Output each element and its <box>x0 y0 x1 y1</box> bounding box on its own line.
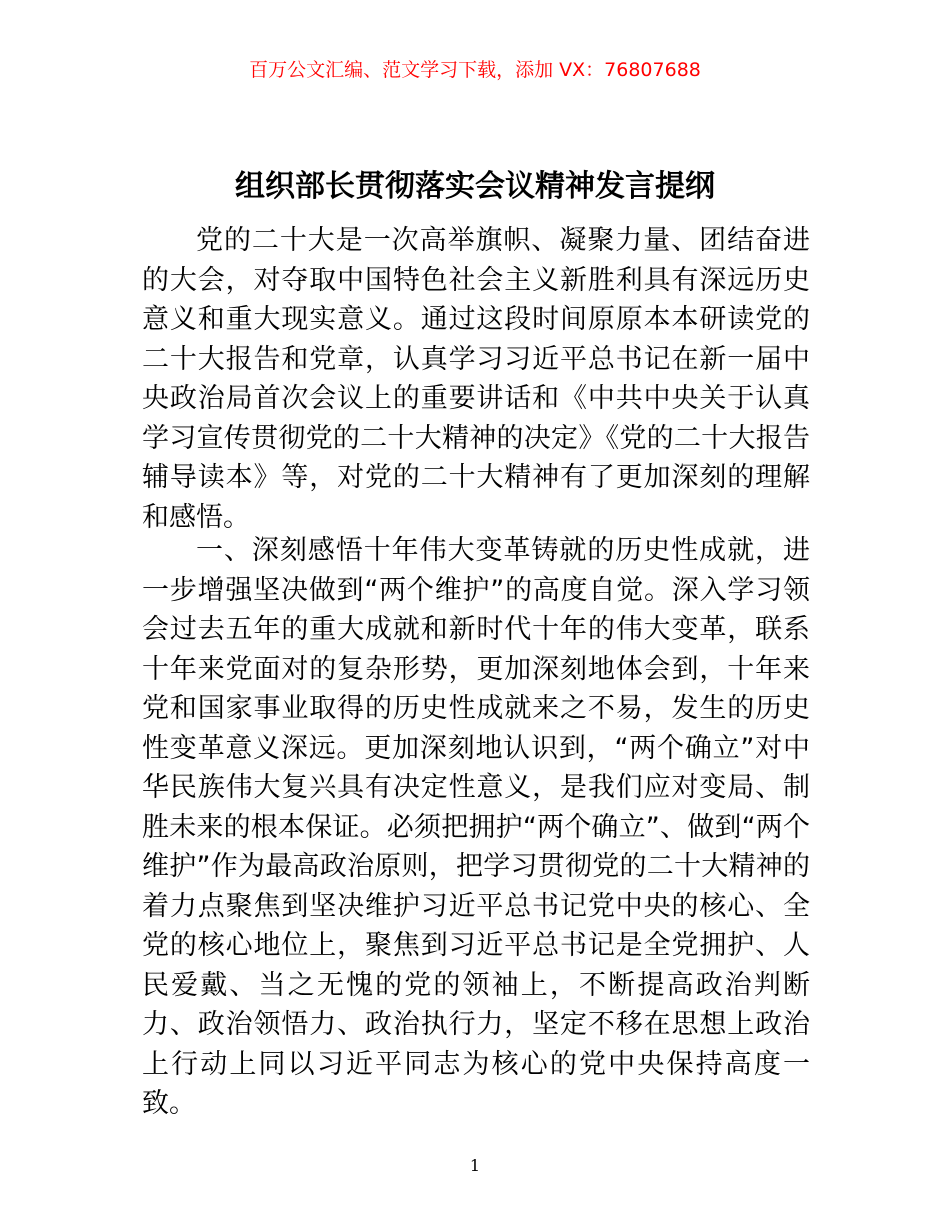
body-paragraph-section-one: 一、深刻感悟十年伟大变革铸就的历史性成就，进一步增强坚决做到“两个维护”的高度自觉。深入学习领会过去五年的重大成就和新时代十年的伟大变革，联系十年来党面对的复杂形势，更加深刻地体会到，十年来党和国家事业取得的历史性成就来之不易，发生的历史性变革意义深远。更加深刻地认识到，“两个确立”对中华民族伟大复兴具有决定性意义，是我们应对变局、制胜未来的根本保证。必须把拥护“两个确立”、做到“两个维护”作为最高政治原则，把学习贯彻党的二十大精神的着力点聚焦到坚决维护习近平总书记党中央的核心、全党的核心地位上，聚焦到习近平总书记是全党拥护、人民爱戴、当之无愧的党的领袖上，不断提高政治判断力、政治领悟力、政治执行力，坚定不移在思想上政治上行动上同以习近平同志为核心的党中央保持高度一致。 <box>142 535 810 1119</box>
page-number: 1 <box>469 1156 481 1175</box>
header-note: 百万公文汇编、范文学习下载，添加 VX：76807688 <box>249 59 701 81</box>
document-title: 组织部长贯彻落实会议精神发言提纲 <box>235 169 715 204</box>
body-paragraph-intro: 党的二十大是一次高举旗帜、凝聚力量、团结奋进的大会，对夺取中国特色社会主义新胜利具有深远历史意义和重大现实意义。通过这段时间原原本本研读党的二十大报告和党章，认真学习习近平总书记在新一届中央政治局首次会议上的重要讲话和《中共中央关于认真学习宣传贯彻党的二十大精神的决定》《党的二十大报告辅导读本》等，对党的二十大精神有了更加深刻的理解和感悟。 <box>142 225 810 533</box>
